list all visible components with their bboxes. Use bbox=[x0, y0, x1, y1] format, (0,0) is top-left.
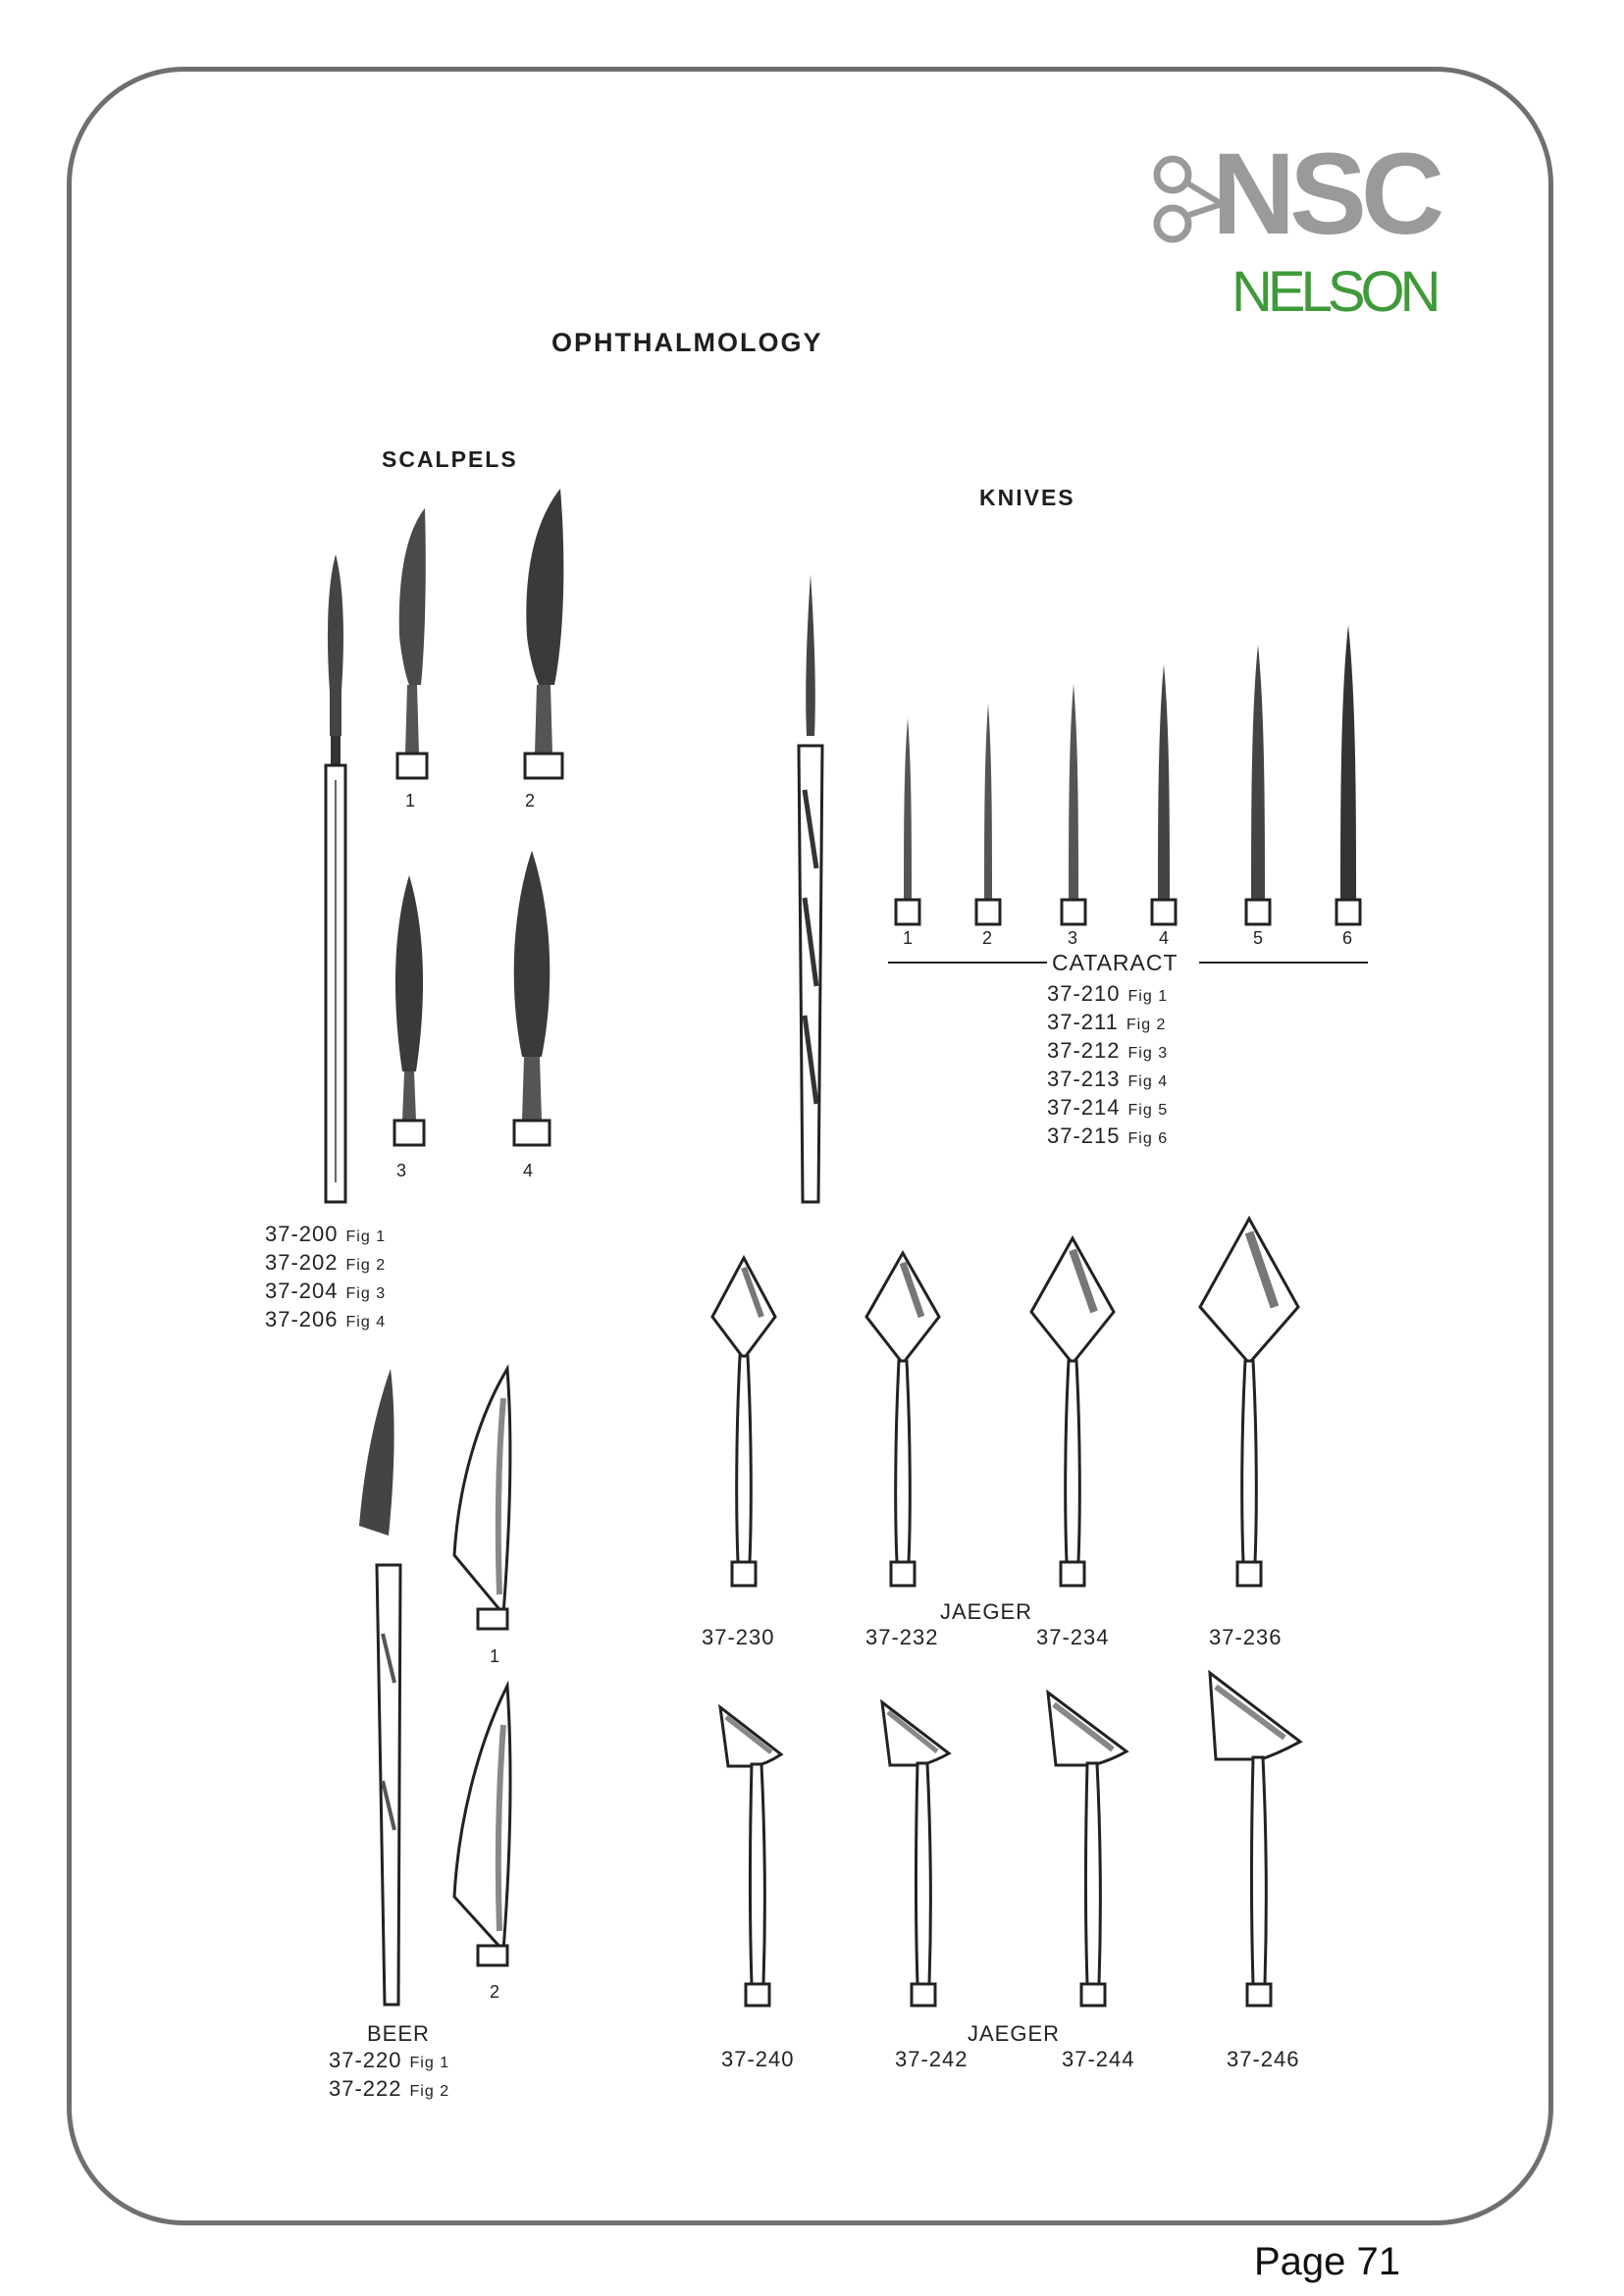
scalpel-fig-4 bbox=[502, 851, 561, 1145]
cataract-fig-number: 4 bbox=[1159, 928, 1170, 948]
cataract-fig-number: 6 bbox=[1342, 928, 1353, 948]
scalpel-fig-3 bbox=[385, 875, 434, 1145]
scalpel-fig-number: 3 bbox=[396, 1161, 407, 1180]
catalog-code: 37-240 bbox=[721, 2047, 795, 2071]
cataract-knife-fig-3 bbox=[1054, 684, 1093, 924]
catalog-code-row: 37-204 Fig 3 bbox=[265, 1278, 387, 1303]
scalpels-code-list bbox=[265, 1222, 386, 1335]
cataract-label: CATARACT bbox=[1052, 950, 1179, 975]
catalog-code-row: 37-211 Fig 2 bbox=[1047, 1010, 1167, 1034]
cataract-knife-fig-4 bbox=[1144, 664, 1183, 924]
scalpel-long-handle bbox=[316, 554, 355, 1202]
scalpel-fig-2 bbox=[509, 489, 578, 778]
knives-heading: KNIVES bbox=[979, 485, 1075, 510]
catalog-code-row: 37-220 Fig 1 bbox=[329, 2048, 450, 2072]
catalog-code: 37-246 bbox=[1227, 2047, 1300, 2071]
scalpel-fig-number: 2 bbox=[525, 791, 536, 810]
catalog-code-row: 37-214 Fig 5 bbox=[1047, 1095, 1169, 1120]
jaeger-angled-knife bbox=[1044, 1693, 1137, 2007]
cataract-fig-number: 3 bbox=[1068, 928, 1078, 948]
beer-code-list bbox=[329, 2048, 449, 2105]
nsc-logo bbox=[1153, 126, 1477, 332]
cataract-knife-fig-2 bbox=[969, 704, 1008, 924]
cataract-fig-number: 1 bbox=[903, 928, 914, 948]
jaeger-spear-knife bbox=[705, 1258, 783, 1587]
knife-long-handle bbox=[791, 574, 830, 1202]
cataract-rule-left bbox=[888, 962, 1047, 964]
beer-knife-fig-2 bbox=[448, 1686, 527, 1970]
catalog-code: 37-244 bbox=[1062, 2047, 1135, 2071]
catalog-code-row: 37-215 Fig 6 bbox=[1047, 1123, 1169, 1148]
beer-knife-long-handle bbox=[355, 1369, 414, 2007]
cataract-knife-fig-6 bbox=[1329, 625, 1368, 924]
jaeger-spear-knife bbox=[1190, 1219, 1308, 1587]
scalpel-fig-number: 1 bbox=[405, 791, 416, 810]
cataract-knife-fig-1 bbox=[888, 718, 927, 924]
page-number: Page 71 bbox=[1254, 2240, 1401, 2283]
scalpel-fig-1 bbox=[388, 508, 437, 778]
beer-label: BEER bbox=[367, 2021, 430, 2046]
cataract-knife-fig-5 bbox=[1238, 645, 1278, 924]
catalog-code: 37-236 bbox=[1209, 1625, 1283, 1649]
catalog-code-row: 37-222 Fig 2 bbox=[329, 2076, 450, 2101]
catalog-code: 37-230 bbox=[702, 1625, 775, 1649]
cataract-fig-number: 2 bbox=[982, 928, 993, 948]
logo-brand-mark: NSC bbox=[1212, 130, 1440, 259]
jaeger-spear-knife bbox=[859, 1253, 947, 1587]
catalog-code-row: 37-210 Fig 1 bbox=[1047, 981, 1169, 1006]
catalog-code-row: 37-200 Fig 1 bbox=[265, 1222, 387, 1246]
cataract-rule-right bbox=[1199, 962, 1368, 964]
beer-fig-number: 2 bbox=[490, 1982, 500, 2002]
page-title: OPHTHALMOLOGY bbox=[551, 328, 823, 357]
catalog-code-row: 37-206 Fig 4 bbox=[265, 1307, 387, 1331]
beer-knife-fig-1 bbox=[448, 1369, 527, 1634]
jaeger-spear-label: JAEGER bbox=[940, 1599, 1033, 1624]
logo-name: NELSON bbox=[1231, 260, 1437, 324]
catalog-code-row: 37-202 Fig 2 bbox=[265, 1250, 387, 1275]
catalog-code: 37-232 bbox=[865, 1625, 939, 1649]
jaeger-angled-knife bbox=[716, 1707, 795, 2007]
catalog-code-row: 37-212 Fig 3 bbox=[1047, 1038, 1169, 1063]
jaeger-angled-label: JAEGER bbox=[968, 2021, 1061, 2046]
scalpel-fig-number: 4 bbox=[523, 1161, 534, 1180]
catalog-code: 37-242 bbox=[895, 2047, 969, 2071]
beer-fig-number: 1 bbox=[490, 1646, 500, 1666]
scalpels-heading: SCALPELS bbox=[382, 446, 518, 472]
cataract-fig-number: 5 bbox=[1253, 928, 1264, 948]
cataract-code-list bbox=[1047, 981, 1168, 1152]
jaeger-angled-knife bbox=[1206, 1673, 1304, 2007]
jaeger-angled-knife bbox=[878, 1702, 962, 2007]
jaeger-spear-knife bbox=[1023, 1238, 1122, 1587]
catalog-code-row: 37-213 Fig 4 bbox=[1047, 1067, 1169, 1091]
catalog-code: 37-234 bbox=[1036, 1625, 1110, 1649]
